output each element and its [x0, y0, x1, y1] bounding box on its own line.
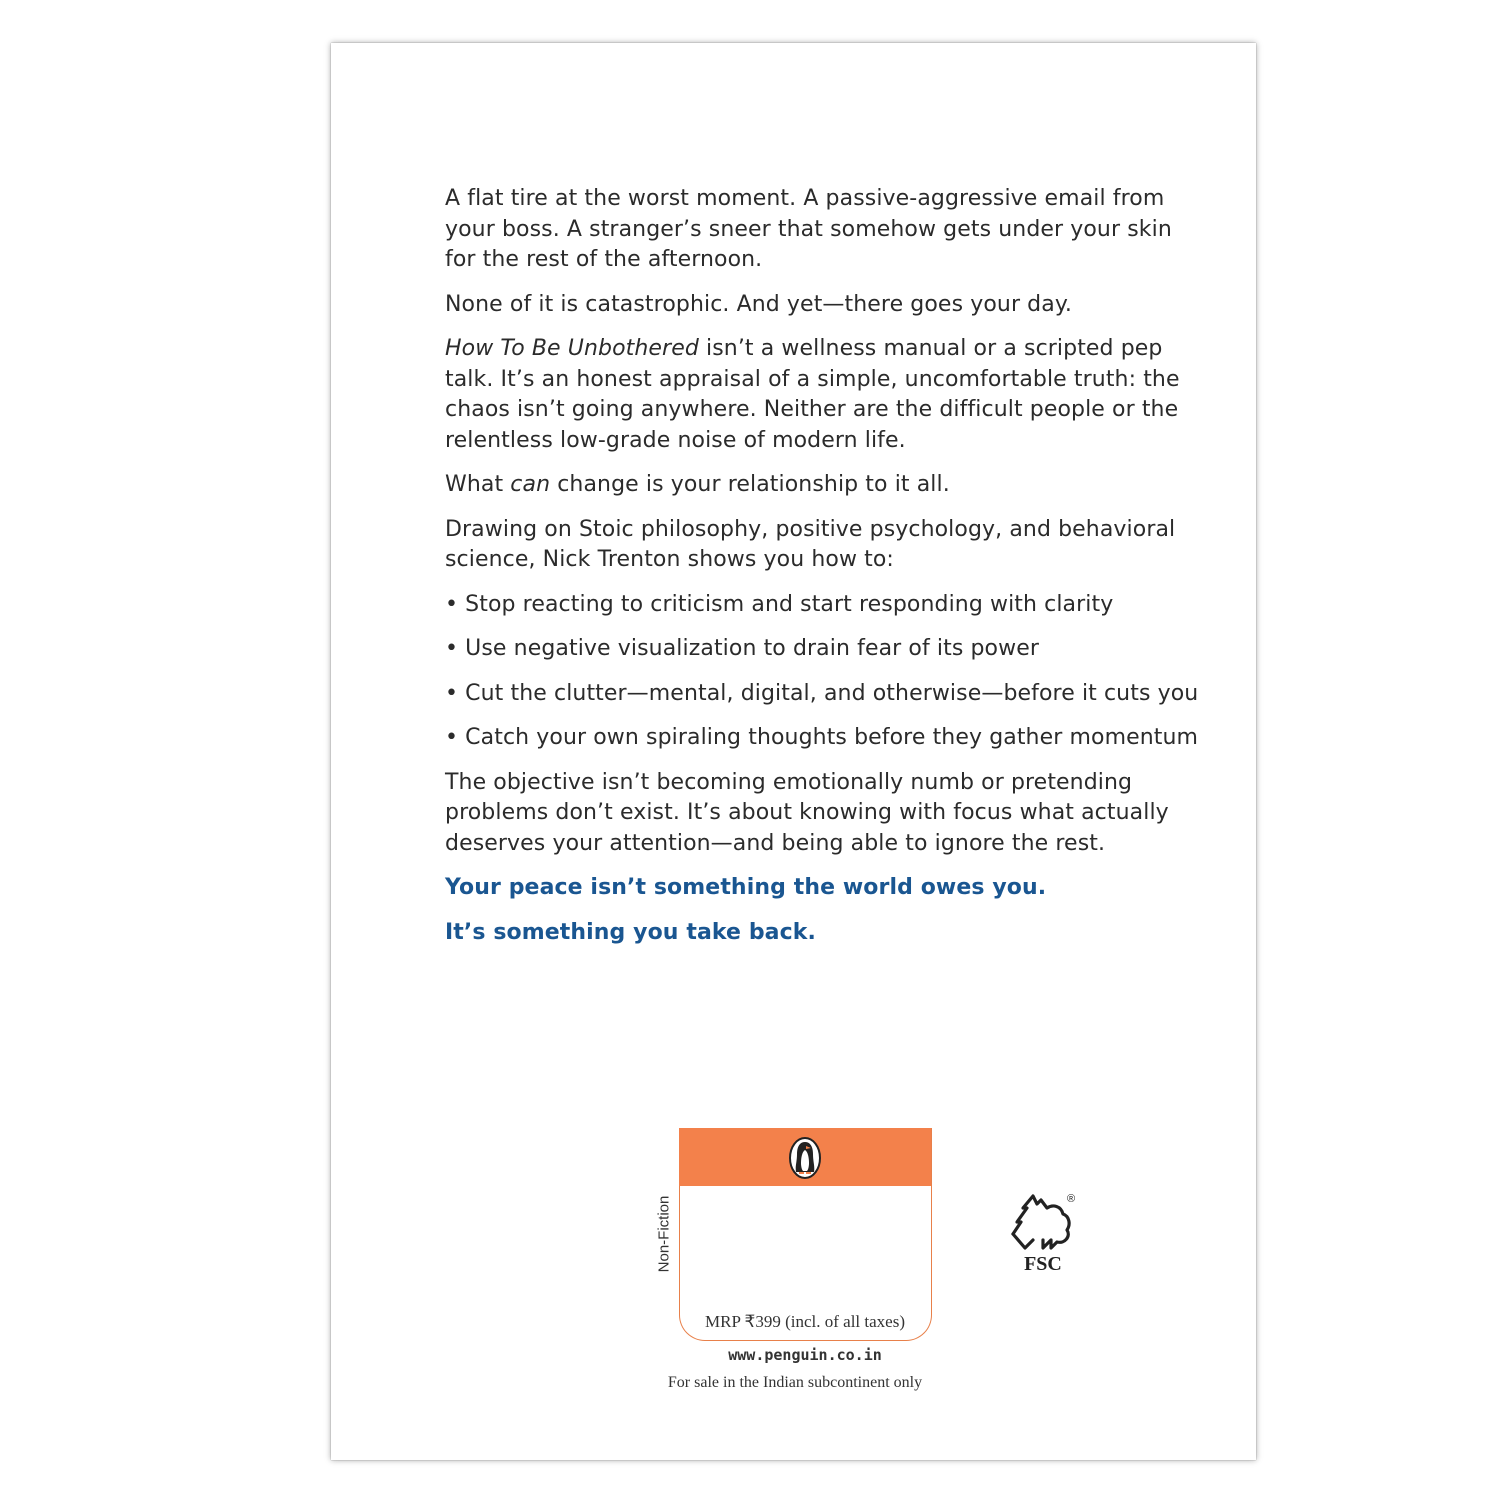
bullet-item: • Stop reacting to criticism and start responding with clarity	[445, 591, 1114, 617]
registered-mark: ®	[1066, 1193, 1076, 1205]
bullet-text: Stop reacting to criticism and start responding with clarity	[465, 591, 1114, 617]
penguin-logo-icon	[788, 1136, 822, 1180]
sale-territory-note: For sale in the Indian subcontinent only	[667, 1374, 923, 1391]
tagline-line-2: It’s something you take back.	[445, 919, 816, 945]
blurb-paragraph-4	[445, 470, 1185, 501]
emphasis-can: can	[510, 472, 551, 497]
mrp-price: MRP ₹399 (incl. of all taxes)	[705, 1312, 905, 1331]
bullet-item: • Use negative visualization to drain fear of its power	[445, 636, 1039, 661]
blurb-paragraph-3	[445, 334, 1185, 456]
blurb-paragraph-2: None of it is catastrophic. And yet—there goes your day.	[445, 291, 1072, 317]
bullet-text: Use negative visualization to drain fear of its power	[465, 636, 1039, 661]
blurb-paragraph-5: Drawing on Stoic philosophy, positive psychology, and behavioral science, Nick Trenton shows you how to:	[445, 516, 1176, 572]
bullet-item: • Catch your own spiraling thoughts before they gather momentum	[445, 725, 1199, 750]
fsc-label: FSC	[1024, 1253, 1062, 1275]
tagline-line-1: Your peace isn’t something the world owes you.	[445, 875, 1047, 900]
book-title-italic: How To Be Unbothered	[445, 336, 699, 361]
bullet-text: Catch your own spiraling thoughts before they gather momentum	[465, 725, 1199, 750]
blurb-text	[445, 184, 1199, 962]
blurb-paragraph-1: A flat tire at the worst moment. A passive-aggressive email from your boss. A stranger’s sneer that somehow gets under your skin for the rest of the afternoon.	[445, 186, 1172, 272]
blurb-paragraph-4-end: change is your relationship to it all.	[550, 472, 950, 497]
blurb-paragraph-3-rest: isn’t a wellness manual or a scripted pep talk. It’s an honest appraisal of a simple, uncomfortable truth: the chaos isn’t going anywhere. Neither are the difficult people or the relentless low-grade noise of modern life.	[445, 336, 1180, 453]
blurb-paragraph-6: The objective isn’t becoming emotionally numb or pretending problems don’t exist. It’s about knowing with focus what actually deserves your attention—and being able to ignore the rest.	[445, 769, 1169, 856]
fsc-logo-icon	[1003, 1190, 1083, 1276]
bullet-text: Cut the clutter—mental, digital, and otherwise—before it cuts you	[465, 680, 1199, 706]
blurb-paragraph-4-start: What	[445, 472, 511, 497]
genre-label: Non-Fiction	[655, 1195, 673, 1273]
bullet-item: • Cut the clutter—mental, digital, and otherwise—before it cuts you	[445, 680, 1199, 706]
publisher-website: www.penguin.co.in	[728, 1346, 882, 1364]
